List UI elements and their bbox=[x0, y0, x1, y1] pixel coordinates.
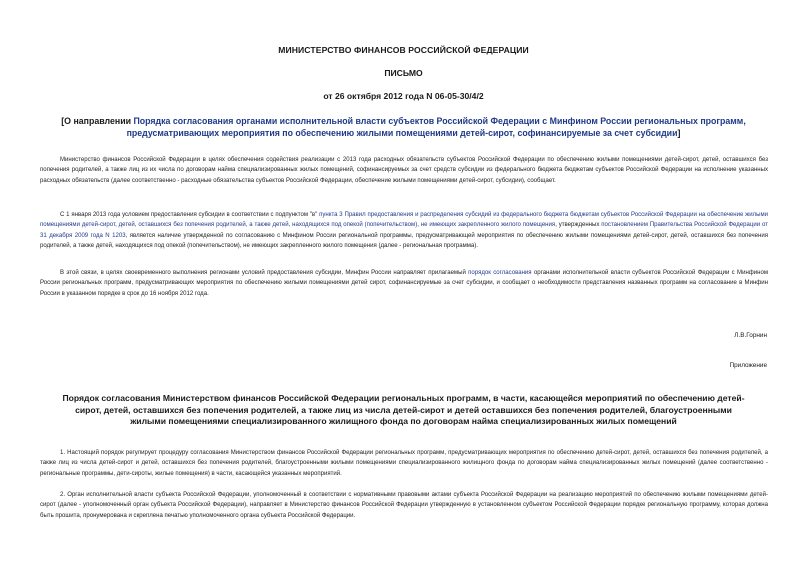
doc-date-number: от 26 октября 2012 года N 06-05-30/4/2 bbox=[323, 91, 484, 101]
subject-prefix: [О направлении bbox=[61, 116, 134, 126]
paragraph-request-text-a: В этой связи, в целях своевременного выполнения регионами условий предоставления субсидии, Минфин России направляет прилагаемый bbox=[60, 270, 469, 276]
annex-title: Порядок согласования Министерством финансов Российской Федерации региональных программ, в части, касающейся мероприятий по обеспечению детей-сирот, детей, оставшихся без попечения родителей, а также лиц из числа детей-сирот и детей оставшихся без попечения родителей, благоустроенными жилыми помещениями специализированного жилищного фонда по договорам найма специализированных жилых помещений bbox=[62, 393, 745, 426]
paragraph-conditions-text-a: С 1 января 2013 года условием предоставления субсидии в соответствии с подпунктом "в" bbox=[60, 212, 320, 218]
subject-suffix: ] bbox=[677, 128, 681, 138]
paragraph-request-text-b: органами исполнительной власти субъектов Российской Федерации с Минфином России региональных программ, предусматривающих мероприятия по обеспечению жилыми помещениями детей сирот, софинансируемые за счет субсидии, и сообщает о необходимости представления названных программ на согласование в Минфин России в указанном порядке в срок до 16 ноября 2012 года. bbox=[40, 270, 768, 297]
doc-type-heading: ПИСЬМО bbox=[384, 68, 423, 78]
paragraph-conditions bbox=[40, 210, 768, 252]
rules-point-3-link[interactable]: пункта 3 Правил предоставления и распределения субсидий из федерального бюджета бюджетам субъектов Российской Федерации на обеспечение жилыми помещениями детей-сирот, детей, оставшихся без попечения родителей, а также детей, находящихся под опекой (попечительством), не имеющих закрепленного жилого помещения bbox=[40, 212, 768, 229]
paragraph-request bbox=[40, 268, 768, 299]
document-subject bbox=[40, 115, 767, 139]
annex-paragraph-2: 2. Орган исполнительной власти субъекта Российской Федерации, уполномоченный в соответствии с нормативными правовыми актами субъекта Российской Федерации на реализацию мероприятий по обеспечению жилыми помещениями детей-сирот (далее - уполномоченный орган субъекта Российской Федерации), направляет в Министерство финансов Российской Федерации утвержденную в установленном субъектом Российской Федерации порядке региональную программу, которая должна быть прошита, пронумерована и скреплена печатью уполномоченного органа субъекта Российской Федерации. bbox=[40, 492, 768, 519]
signature: Л.В.Горнин bbox=[734, 332, 767, 339]
paragraph-conditions-text-c: , является наличие утвержденной по согласованию с Минфином России региональной программы, предусматривающей мероприятия по обеспечению жилыми помещениями детей-сирот, детей, оставшихся без попечения родителей, а также детей, находящихся под опекой (попечительством), не имеющих закрепленного жилого помещения (далее - региональная программа). bbox=[40, 232, 768, 250]
approval-procedure-link[interactable]: порядок согласования bbox=[468, 270, 532, 276]
paragraph-conditions-text-b: , утвержденных bbox=[555, 222, 602, 229]
paragraph-intro: Министерство финансов Российской Федерации в целях обеспечения содействия реализации с 2013 года расходных обязательств субъектов Российской Федерации по обеспечению жилыми помещениями детей-сирот, детей, оставшихся без попечения родителей, а также лиц из их числа по договорам найма специализированных жилых помещений, софинансируемых за счет средств субсидии из федерального бюджета бюджетам субъектов Российской Федерации на исполнение указанных расходных обязательств (далее соответственно - расходные обязательства субъектов Российской Федерации, обеспечение жилыми помещениями детей-сирот, субсидии), сообщает. bbox=[40, 157, 768, 184]
subject-link[interactable]: Порядка согласования органами исполнительной власти субъектов Российской Федерации с Минфином России региональных программ, предусматривающих мероприятия по обеспечению жилыми помещениями детей-сирот, софинансируемые за счет субсидии bbox=[126, 116, 746, 138]
appendix-label: Приложение bbox=[729, 362, 767, 369]
government-decree-link[interactable]: постановлением Правительства Российской Федерации от 31 декабря 2009 года N 1203 bbox=[40, 222, 768, 239]
ministry-heading: МИНИСТЕРСТВО ФИНАНСОВ РОССИЙСКОЙ ФЕДЕРАЦИИ bbox=[278, 45, 529, 55]
annex-paragraph-1: 1. Настоящий порядок регулирует процедуру согласования Министерством финансов Российской Федерации региональных программ, предусматривающих мероприятия по обеспечению детей-сирот, детей, оставшихся без попечения родителей, а также лиц из числа детей-сирот и детей, оставшихся без попечения родителей, благоустроенными жилыми помещениями специализированного жилищного фонда по договорам найма специализированных жилых помещений (далее соответственно - региональные программы, дети-сироты, жилые помещения) в части, касающейся указанных мероприятий. bbox=[40, 450, 768, 477]
